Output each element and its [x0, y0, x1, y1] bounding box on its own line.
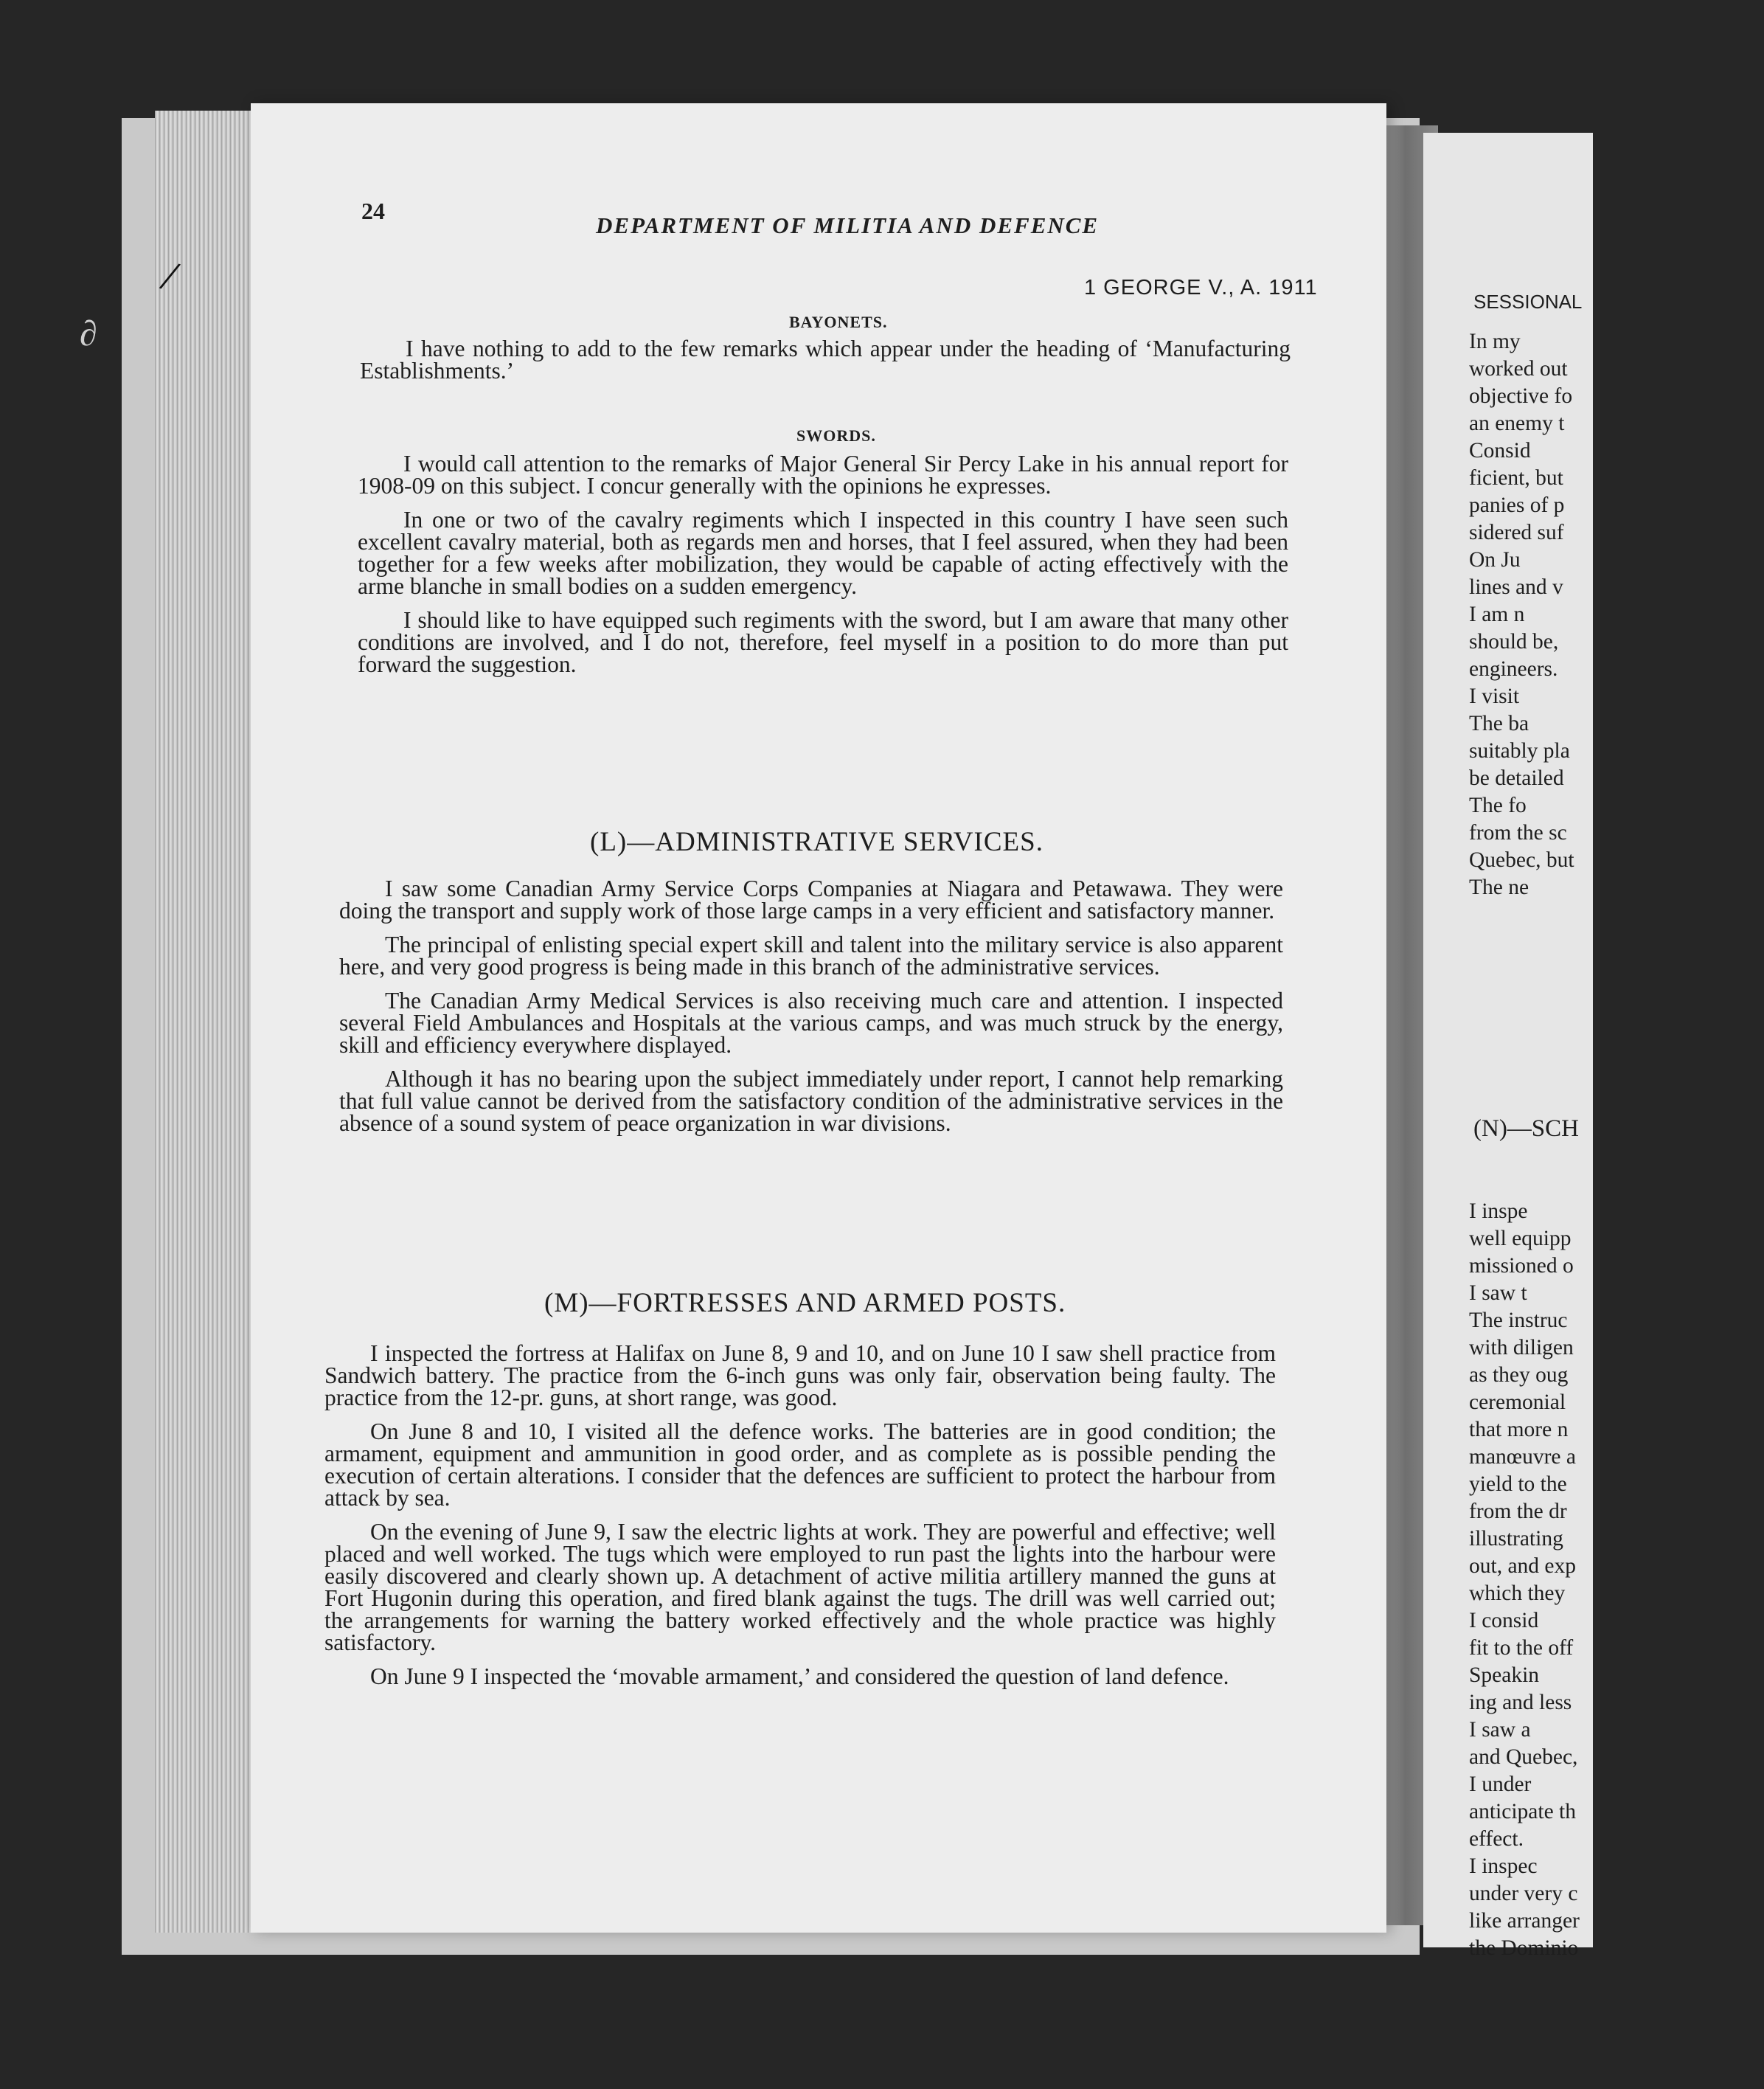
facing-line: In my [1469, 330, 1521, 353]
facing-line: from the sc [1469, 821, 1567, 845]
facing-line: fit to the off [1469, 1636, 1574, 1660]
facing-line: Consid [1469, 439, 1531, 463]
paragraph: I should like to have equipped such regiments with the sword, but I am aware that many other conditions are involved, and I do not, therefore, feel myself in a position to do more than put forward the suggestion. [358, 607, 1288, 677]
facing-line: lines and v [1469, 575, 1563, 599]
facing-line: yield to the [1469, 1472, 1567, 1496]
facing-line: ceremonial [1469, 1390, 1566, 1414]
facing-line: from the dr [1469, 1500, 1567, 1523]
bayonets-heading: BAYONETS. [789, 313, 888, 331]
facing-line: The fo [1469, 794, 1527, 817]
page-edges [155, 111, 265, 1933]
paragraph: Although it has no bearing upon the subject immediately under report, I cannot help remarking that full value cannot be derived from the satisfactory condition of the administrative services in the absence of a sound system of peace organization in war divisions. [339, 1066, 1283, 1136]
facing-line: I saw a [1469, 1718, 1531, 1742]
facing-line: I am n [1469, 603, 1525, 626]
fortresses-heading: (M)—FORTRESSES AND ARMED POSTS. [544, 1288, 1066, 1318]
paragraph: I saw some Canadian Army Service Corps Companies at Niagara and Petawawa. They were doing the transport and supply work of those large camps in a very efficient and satisfactory manner. [339, 876, 1283, 924]
session-line: 1 GEORGE V., A. 1911 [1084, 276, 1318, 299]
facing-line: The ba [1469, 712, 1529, 735]
facing-line: I under [1469, 1773, 1532, 1796]
facing-line: On Ju [1469, 548, 1521, 572]
facing-line: The instruc [1469, 1309, 1568, 1332]
fortresses-text [324, 1340, 1276, 1689]
facing-line: I consid [1469, 1609, 1539, 1632]
facing-line: out, and exp [1469, 1554, 1577, 1578]
paragraph: I would call attention to the remarks of Major General Sir Percy Lake in his annual report for 1908-09 on this subject. I concur generally with the opinions he expresses. [358, 451, 1288, 499]
facing-line: I visit [1469, 685, 1520, 708]
facing-line: The ne [1469, 876, 1529, 899]
page-number: 24 [361, 198, 385, 224]
facing-line: be detailed [1469, 766, 1564, 790]
facing-line: suitably pla [1469, 739, 1570, 763]
facing-line: Quebec, but [1469, 848, 1574, 872]
scan-mark-comma: / [156, 251, 184, 301]
facing-line: worked out [1469, 357, 1568, 381]
facing-text-bottom [1469, 1198, 1764, 1962]
facing-line: sidered suf [1469, 521, 1564, 544]
main-page [251, 103, 1386, 1933]
facing-line: under very c [1469, 1882, 1578, 1905]
facing-line: well equipp [1469, 1227, 1572, 1250]
facing-page [1423, 133, 1593, 1960]
facing-line: missioned o [1469, 1254, 1574, 1278]
paragraph: The Canadian Army Medical Services is also receiving much care and attention. I inspected several Field Ambulances and Hospitals at the various camps, and was much struck by the energy, skill and efficiency everywhere displayed. [339, 988, 1283, 1058]
facing-line: effect. [1469, 1827, 1524, 1851]
paragraph: The principal of enlisting special expert skill and talent into the military service is also apparent here, and very good progress is being made in this branch of the administrative services. [339, 932, 1283, 980]
swords-text [358, 453, 1288, 676]
admin-text [339, 878, 1283, 1134]
paragraph: On June 9 I inspected the ‘movable armament,’ and considered the question of land defence. [370, 1663, 1229, 1689]
facing-line: an enemy t [1469, 412, 1565, 435]
facing-line: anticipate th [1469, 1800, 1576, 1823]
facing-line: with diligen [1469, 1336, 1574, 1359]
paragraph: I inspected the fortress at Halifax on June 8, 9 and 10, and on June 10 I saw shell practice from Sandwich battery. The practice from the 6-inch guns was only fair, observation being faulty. The practice from the 12-pr. guns, at short range, was good. [324, 1340, 1276, 1410]
facing-line: Speakin [1469, 1663, 1540, 1687]
bayonets-text [360, 338, 1291, 382]
facing-line: I inspec [1469, 1854, 1538, 1878]
facing-line: ficient, but [1469, 466, 1563, 490]
facing-line: the Dominio [1469, 1936, 1579, 1960]
facing-text-top [1469, 328, 1764, 901]
facing-line: engineers. [1469, 657, 1558, 681]
facing-heading: (N)—SCH [1473, 1115, 1580, 1142]
facing-line: panies of p [1469, 493, 1565, 517]
facing-line: ing and less [1469, 1691, 1572, 1714]
paragraph: In one or two of the cavalry regiments which I inspected in this country I have seen such excellent cavalry material, both as regards men and horses, that I feel assured, when they had been together for a few weeks after mobilization, they would be capable of acting effectively with the arme blanche in small bodies on a sudden emergency. [358, 507, 1288, 599]
facing-line: manœuvre a [1469, 1445, 1576, 1469]
facing-line: that more n [1469, 1418, 1569, 1441]
facing-line: I saw t [1469, 1281, 1527, 1305]
swords-heading: SWORDS. [796, 426, 876, 445]
admin-heading: (L)—ADMINISTRATIVE SERVICES. [590, 827, 1044, 857]
facing-session: SESSIONAL [1473, 291, 1583, 313]
scan-mark-hook: ∂ [80, 314, 97, 353]
facing-line: objective fo [1469, 384, 1573, 408]
facing-line: like arranger [1469, 1909, 1580, 1933]
facing-line: and Quebec, [1469, 1745, 1578, 1769]
paragraph: On June 8 and 10, I visited all the defence works. The batteries are in good condition; the armament, equipment and ammunition in good order, and as complete as is possible pending the execution of certain alterations. I consider that the defences are sufficient to protect the harbour from attack by sea. [324, 1418, 1276, 1511]
running-title: DEPARTMENT OF MILITIA AND DEFENCE [596, 212, 1100, 238]
facing-line: should be, [1469, 630, 1559, 654]
paragraph: On the evening of June 9, I saw the electric lights at work. They are powerful and effective; well placed and well worked. The tugs which were employed to run past the lights into the harbour were easily discovered and clearly shown up. A detachment of active militia artillery manned the guns at Fort Hugonin during this operation, and fired blank against the tugs. The drill was well carried out; the arrangements for warning the battery worked effectively and the whole practice was highly satisfactory. [324, 1519, 1276, 1655]
paragraph: I have nothing to add to the few remarks which appear under the heading of ‘Manufacturing Establishments.’ [360, 336, 1291, 384]
facing-line: which they [1469, 1582, 1566, 1605]
facing-line: as they oug [1469, 1363, 1569, 1387]
facing-line: illustrating [1469, 1527, 1563, 1551]
facing-line: I inspe [1469, 1199, 1528, 1223]
